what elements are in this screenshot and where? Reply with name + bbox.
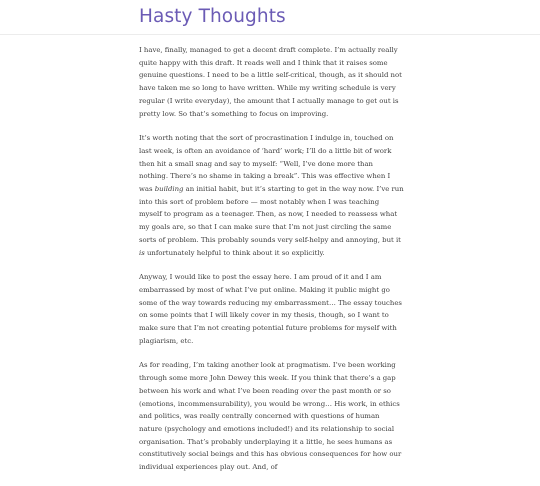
post-paragraph-3 xyxy=(139,271,404,347)
paragraph-text: I have, finally, managed to get a decent draft complete. I’m actually really quite happy with this draft. It reads well and I think that it raises some genuine questions. I need to be a little self-critical, though, as it should not have taken me so long to have written. While my writing schedule is very regular (I write everyday), the amount that I actually manage to get out is pretty low. So that’s something to focus on improving. xyxy=(139,46,402,118)
emphasis-text: is xyxy=(139,248,145,257)
paragraph-text: As for reading, I’m taking another look at pragmatism. I’ve been working through some more John Dewey this week. If you think that there’s a gap between his work and what I’ve been reading over the past month or so (emotions, incommensurability), you would be wrong… His work, in ethics and politics, was really centrally concerned with questions of human nature (psychology and emotions included!) and its relationship to social organisation. That’s probably underplaying it a little, he sees humans as constitutively social beings and this has obvious consequences for how our individual experiences play out. And, of xyxy=(139,361,402,472)
post-paragraph-1 xyxy=(139,44,404,120)
paragraph-text: an initial habit, but it’s starting to get in the way now. I’ve run into this sort of problem before — most notably when I was teaching myself to program as a teenager. Then, as now, I needed to reassess what my goals are, so that I can make sure that I’m not just circling the same sorts of problem. This probably sounds very self-helpy and annoying, but it xyxy=(139,185,404,244)
paragraph-text: It’s worth noting that the sort of procrastination I indulge in, touched on last week, is often an avoidance of ‘hard’ work; I’ll do a little bit of work then hit a small snag and say to myself: “Well, I’ve done more than nothing. There’s no shame in taking a break”. This was effective when I was xyxy=(139,134,394,194)
site-title-link[interactable]: Hasty Thoughts xyxy=(139,6,286,27)
post-content xyxy=(139,44,404,486)
post-paragraph-4 xyxy=(139,359,404,473)
emphasis-text: building xyxy=(154,185,184,194)
paragraph-text: Anyway, I would like to post the essay here. I am proud of it and I am embarrassed by most of what I’ve put online. Making it public might go some of the way towards reducing my embarrassment… The essay touches on some points that I will likely cover in my thesis, though, so I want to make sure that I’m not creating potential future problems for myself with plagiarism, etc. xyxy=(139,273,402,345)
site-header xyxy=(0,0,540,35)
paragraph-text: unfortunately helpful to think about it so explicitly. xyxy=(144,248,325,257)
post-paragraph-2 xyxy=(139,132,404,259)
